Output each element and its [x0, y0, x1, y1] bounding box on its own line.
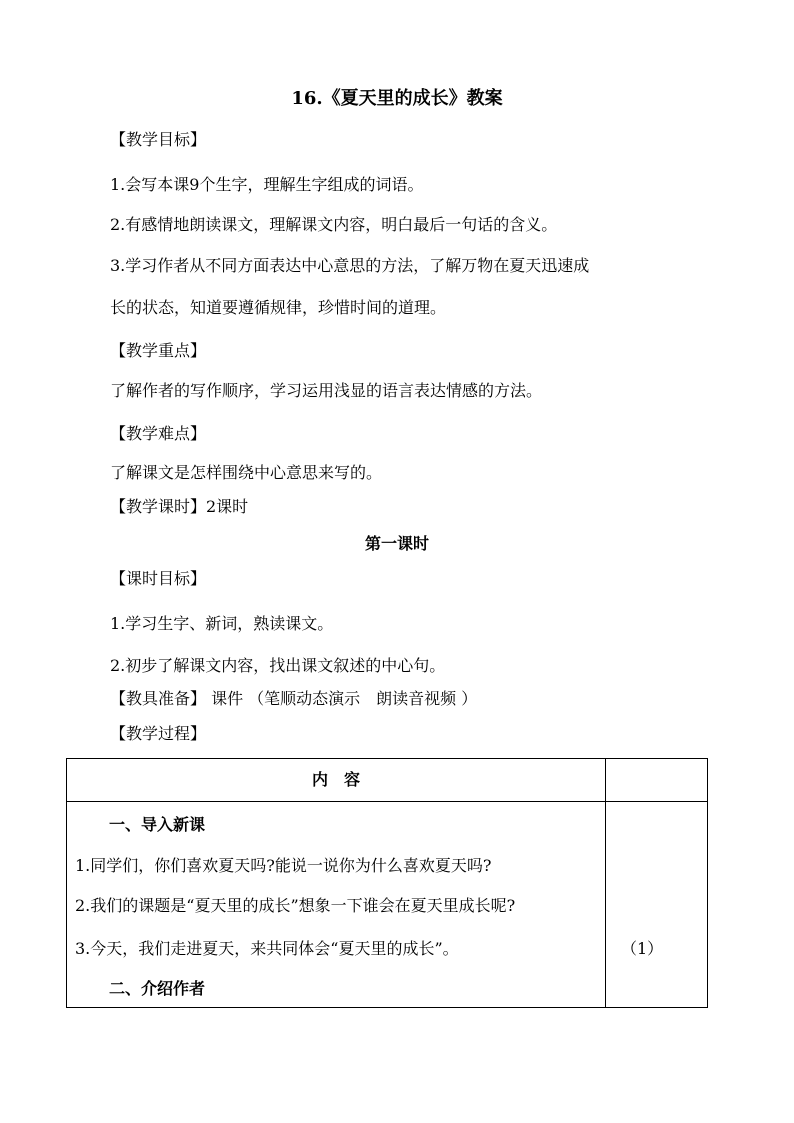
goal-item-continuation: 长的状态，知道要遵循规律，珍惜时间的道理。	[110, 298, 447, 317]
goal-item: 2.有感情地朗读课文，理解课文内容，明白最后一句话的含义。	[110, 215, 558, 234]
difficult-text: 了解课文是怎样围绕中心意思来写的。	[110, 463, 383, 482]
goal-item: 1.会写本课9个生字，理解生字组成的词语。	[110, 175, 424, 194]
table-section-title: 二、介绍作者	[109, 979, 206, 998]
process-table	[66, 758, 708, 1008]
table-row: 3.今天，我们走进夏天，来共同体会“夏天里的成长”。	[75, 939, 459, 958]
table-column-divider	[605, 759, 606, 1007]
lesson-goal-item: 1.学习生字、新词，熟读课文。	[110, 614, 334, 633]
difficult-heading: 【教学难点】	[110, 424, 207, 443]
tools-line: 【教具准备】 课件 （笔顺动态演示 朗读音视频 ）	[110, 689, 478, 708]
lesson-title: 第一课时	[364, 534, 429, 553]
table-header-divider	[67, 801, 707, 802]
hours-line: 【教学课时】2课时	[110, 497, 249, 516]
key-text: 了解作者的写作顺序，学习运用浅显的语言表达情感的方法。	[110, 381, 543, 400]
process-heading: 【教学过程】	[110, 724, 207, 743]
page-title: 16.《夏天里的成长》教案	[291, 88, 503, 109]
goal-item: 3.学习作者从不同方面表达中心意思的方法，了解万物在夏天迅速成	[110, 256, 590, 275]
lesson-goal-item: 2.初步了解课文内容，找出课文叙述的中心句。	[110, 656, 446, 675]
key-heading: 【教学重点】	[110, 341, 207, 360]
table-header-content: 内 容	[311, 770, 360, 789]
lesson-goals-heading: 【课时目标】	[110, 569, 207, 588]
table-section-title: 一、导入新课	[109, 815, 206, 834]
table-row: 2.我们的课题是“夏天里的成长”想象一下谁会在夏天里成长呢?	[75, 896, 516, 915]
table-row: 1.同学们，你们喜欢夏天吗?能说一说你为什么喜欢夏天吗?	[75, 856, 492, 875]
table-side-note: （1）	[621, 939, 664, 958]
goals-heading: 【教学目标】	[110, 130, 207, 149]
